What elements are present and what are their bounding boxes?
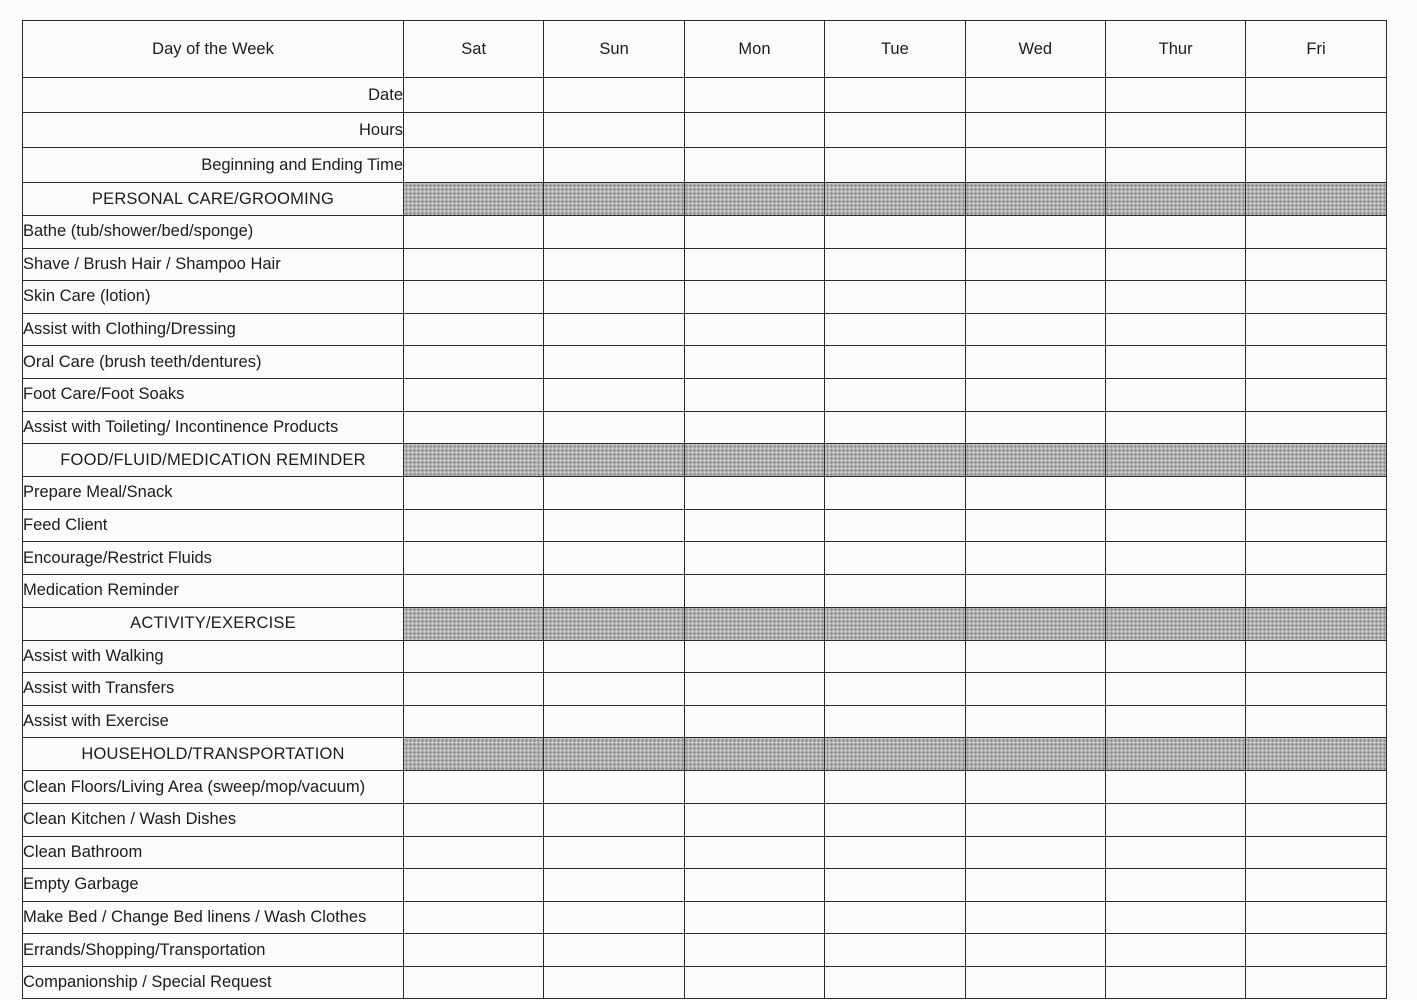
task-prepare-meal-snack-wed-cell[interactable] <box>965 477 1105 510</box>
meta-beginning-and-ending-time-wed-cell[interactable] <box>965 148 1105 183</box>
task-assist-with-walking-tue-cell[interactable] <box>825 640 965 673</box>
task-assist-with-toileting-in-wed-cell[interactable] <box>965 411 1105 444</box>
meta-label: Beginning and Ending Time <box>23 148 404 183</box>
task-oral-care-brush-teeth-de-sun-cell[interactable] <box>544 346 684 379</box>
meta-date-thur-cell[interactable] <box>1105 78 1245 113</box>
section-shade-sat <box>404 444 544 477</box>
task-assist-with-transfers-sat-cell[interactable] <box>404 673 544 706</box>
task-assist-with-transfers-tue-cell[interactable] <box>825 673 965 706</box>
task-assist-with-toileting-in-fri-cell[interactable] <box>1246 411 1386 444</box>
task-foot-care-foot-soaks-sun-cell[interactable] <box>544 378 684 411</box>
task-clean-floors-living-area-sat-cell[interactable] <box>404 771 544 804</box>
task-assist-with-clothing-dre-sat-cell[interactable] <box>404 313 544 346</box>
section-shade-sun <box>544 607 684 640</box>
task-medication-reminder-thur-cell[interactable] <box>1105 574 1245 607</box>
task-empty-garbage-tue-cell[interactable] <box>825 869 965 902</box>
task-companionship-special-re-sun-cell[interactable] <box>544 966 684 999</box>
section-shade-tue <box>825 607 965 640</box>
meta-beginning-and-ending-time-tue-cell[interactable] <box>825 148 965 183</box>
task-row <box>23 346 1387 379</box>
task-label: Make Bed / Change Bed linens / Wash Clothes <box>23 901 404 934</box>
meta-date-wed-cell[interactable] <box>965 78 1105 113</box>
task-encourage-restrict-fluid-sun-cell[interactable] <box>544 542 684 575</box>
section-shade-sun <box>544 183 684 216</box>
task-clean-kitchen-wash-dishe-fri-cell[interactable] <box>1246 803 1386 836</box>
task-label: Assist with Transfers <box>23 673 404 706</box>
section-title: FOOD/FLUID/MEDICATION REMINDER <box>23 444 404 477</box>
task-companionship-special-re-wed-cell[interactable] <box>965 966 1105 999</box>
task-companionship-special-re-mon-cell[interactable] <box>684 966 824 999</box>
section-shade-tue <box>825 444 965 477</box>
task-feed-client-sun-cell[interactable] <box>544 509 684 542</box>
section-shade-fri <box>1246 738 1386 771</box>
task-feed-client-mon-cell[interactable] <box>684 509 824 542</box>
task-label: Clean Floors/Living Area (sweep/mop/vacuum) <box>23 771 404 804</box>
task-foot-care-foot-soaks-fri-cell[interactable] <box>1246 378 1386 411</box>
task-shave-brush-hair-shampoo-sat-cell[interactable] <box>404 248 544 281</box>
section-title: ACTIVITY/EXERCISE <box>23 607 404 640</box>
task-foot-care-foot-soaks-tue-cell[interactable] <box>825 378 965 411</box>
task-companionship-special-re-tue-cell[interactable] <box>825 966 965 999</box>
task-skin-care-lotion-sun-cell[interactable] <box>544 281 684 314</box>
meta-hours-fri-cell[interactable] <box>1246 113 1386 148</box>
meta-row-beginning-and-ending-time <box>23 148 1387 183</box>
task-feed-client-sat-cell[interactable] <box>404 509 544 542</box>
task-row <box>23 640 1387 673</box>
task-errands-shopping-transpo-tue-cell[interactable] <box>825 934 965 967</box>
task-prepare-meal-snack-fri-cell[interactable] <box>1246 477 1386 510</box>
task-empty-garbage-sat-cell[interactable] <box>404 869 544 902</box>
meta-hours-sat-cell[interactable] <box>404 113 544 148</box>
task-skin-care-lotion-wed-cell[interactable] <box>965 281 1105 314</box>
task-row <box>23 771 1387 804</box>
task-clean-kitchen-wash-dishe-sun-cell[interactable] <box>544 803 684 836</box>
task-medication-reminder-sat-cell[interactable] <box>404 574 544 607</box>
task-assist-with-transfers-mon-cell[interactable] <box>684 673 824 706</box>
task-assist-with-walking-thur-cell[interactable] <box>1105 640 1245 673</box>
task-assist-with-toileting-in-sat-cell[interactable] <box>404 411 544 444</box>
task-foot-care-foot-soaks-wed-cell[interactable] <box>965 378 1105 411</box>
task-oral-care-brush-teeth-de-tue-cell[interactable] <box>825 346 965 379</box>
task-label: Encourage/Restrict Fluids <box>23 542 404 575</box>
section-shade-thur <box>1105 607 1245 640</box>
task-clean-kitchen-wash-dishe-sat-cell[interactable] <box>404 803 544 836</box>
day-header-mon: Mon <box>684 21 824 78</box>
task-skin-care-lotion-mon-cell[interactable] <box>684 281 824 314</box>
task-encourage-restrict-fluid-mon-cell[interactable] <box>684 542 824 575</box>
task-assist-with-clothing-dre-wed-cell[interactable] <box>965 313 1105 346</box>
section-title: HOUSEHOLD/TRANSPORTATION <box>23 738 404 771</box>
task-prepare-meal-snack-tue-cell[interactable] <box>825 477 965 510</box>
section-shade-mon <box>684 607 824 640</box>
section-shade-mon <box>684 183 824 216</box>
task-row <box>23 803 1387 836</box>
task-assist-with-exercise-tue-cell[interactable] <box>825 705 965 738</box>
task-errands-shopping-transpo-thur-cell[interactable] <box>1105 934 1245 967</box>
task-errands-shopping-transpo-sun-cell[interactable] <box>544 934 684 967</box>
section-shade-fri <box>1246 444 1386 477</box>
task-assist-with-exercise-sat-cell[interactable] <box>404 705 544 738</box>
task-clean-floors-living-area-wed-cell[interactable] <box>965 771 1105 804</box>
task-assist-with-exercise-mon-cell[interactable] <box>684 705 824 738</box>
task-prepare-meal-snack-thur-cell[interactable] <box>1105 477 1245 510</box>
meta-row-date <box>23 78 1387 113</box>
meta-beginning-and-ending-time-sun-cell[interactable] <box>544 148 684 183</box>
task-make-bed-change-bed-line-tue-cell[interactable] <box>825 901 965 934</box>
task-clean-bathroom-mon-cell[interactable] <box>684 836 824 869</box>
task-clean-kitchen-wash-dishe-tue-cell[interactable] <box>825 803 965 836</box>
task-empty-garbage-thur-cell[interactable] <box>1105 869 1245 902</box>
task-assist-with-walking-mon-cell[interactable] <box>684 640 824 673</box>
section-shade-wed <box>965 607 1105 640</box>
task-assist-with-transfers-thur-cell[interactable] <box>1105 673 1245 706</box>
task-prepare-meal-snack-sun-cell[interactable] <box>544 477 684 510</box>
task-shave-brush-hair-shampoo-sun-cell[interactable] <box>544 248 684 281</box>
task-empty-garbage-sun-cell[interactable] <box>544 869 684 902</box>
task-label: Foot Care/Foot Soaks <box>23 378 404 411</box>
task-foot-care-foot-soaks-thur-cell[interactable] <box>1105 378 1245 411</box>
task-medication-reminder-fri-cell[interactable] <box>1246 574 1386 607</box>
section-shade-wed <box>965 444 1105 477</box>
task-row <box>23 836 1387 869</box>
task-clean-floors-living-area-mon-cell[interactable] <box>684 771 824 804</box>
meta-hours-mon-cell[interactable] <box>684 113 824 148</box>
section-shade-sun <box>544 444 684 477</box>
task-row <box>23 966 1387 999</box>
section-shade-thur <box>1105 183 1245 216</box>
task-label: Assist with Exercise <box>23 705 404 738</box>
section-shade-mon <box>684 738 824 771</box>
task-bathe-tub-shower-bed-spo-tue-cell[interactable] <box>825 216 965 249</box>
task-clean-bathroom-fri-cell[interactable] <box>1246 836 1386 869</box>
task-empty-garbage-fri-cell[interactable] <box>1246 869 1386 902</box>
task-row <box>23 477 1387 510</box>
task-label: Clean Kitchen / Wash Dishes <box>23 803 404 836</box>
section-title: PERSONAL CARE/GROOMING <box>23 183 404 216</box>
task-label: Medication Reminder <box>23 574 404 607</box>
meta-beginning-and-ending-time-fri-cell[interactable] <box>1246 148 1386 183</box>
task-make-bed-change-bed-line-sat-cell[interactable] <box>404 901 544 934</box>
task-companionship-special-re-sat-cell[interactable] <box>404 966 544 999</box>
task-clean-floors-living-area-thur-cell[interactable] <box>1105 771 1245 804</box>
task-label: Errands/Shopping/Transportation <box>23 934 404 967</box>
task-bathe-tub-shower-bed-spo-wed-cell[interactable] <box>965 216 1105 249</box>
task-clean-bathroom-sat-cell[interactable] <box>404 836 544 869</box>
task-label: Assist with Clothing/Dressing <box>23 313 404 346</box>
task-clean-floors-living-area-fri-cell[interactable] <box>1246 771 1386 804</box>
meta-hours-thur-cell[interactable] <box>1105 113 1245 148</box>
task-errands-shopping-transpo-sat-cell[interactable] <box>404 934 544 967</box>
task-make-bed-change-bed-line-fri-cell[interactable] <box>1246 901 1386 934</box>
day-header-sun: Sun <box>544 21 684 78</box>
meta-label: Date <box>23 78 404 113</box>
section-shade-tue <box>825 738 965 771</box>
task-assist-with-clothing-dre-fri-cell[interactable] <box>1246 313 1386 346</box>
day-of-week-header: Day of the Week <box>23 21 404 78</box>
task-oral-care-brush-teeth-de-mon-cell[interactable] <box>684 346 824 379</box>
task-bathe-tub-shower-bed-spo-fri-cell[interactable] <box>1246 216 1386 249</box>
section-shade-sat <box>404 738 544 771</box>
task-assist-with-exercise-wed-cell[interactable] <box>965 705 1105 738</box>
meta-date-sun-cell[interactable] <box>544 78 684 113</box>
task-assist-with-transfers-fri-cell[interactable] <box>1246 673 1386 706</box>
task-label: Oral Care (brush teeth/dentures) <box>23 346 404 379</box>
task-bathe-tub-shower-bed-spo-sun-cell[interactable] <box>544 216 684 249</box>
task-label: Assist with Toileting/ Incontinence Products <box>23 411 404 444</box>
meta-date-fri-cell[interactable] <box>1246 78 1386 113</box>
day-header-sat: Sat <box>404 21 544 78</box>
task-empty-garbage-mon-cell[interactable] <box>684 869 824 902</box>
task-oral-care-brush-teeth-de-sat-cell[interactable] <box>404 346 544 379</box>
task-assist-with-transfers-sun-cell[interactable] <box>544 673 684 706</box>
section-shade-wed <box>965 738 1105 771</box>
task-companionship-special-re-fri-cell[interactable] <box>1246 966 1386 999</box>
task-clean-bathroom-wed-cell[interactable] <box>965 836 1105 869</box>
task-assist-with-walking-fri-cell[interactable] <box>1246 640 1386 673</box>
task-label: Skin Care (lotion) <box>23 281 404 314</box>
task-row <box>23 574 1387 607</box>
task-assist-with-walking-sat-cell[interactable] <box>404 640 544 673</box>
task-skin-care-lotion-sat-cell[interactable] <box>404 281 544 314</box>
task-encourage-restrict-fluid-fri-cell[interactable] <box>1246 542 1386 575</box>
task-row <box>23 673 1387 706</box>
header-row <box>23 21 1387 78</box>
meta-row-hours <box>23 113 1387 148</box>
section-header-activity-exercise <box>23 607 1387 640</box>
task-clean-bathroom-tue-cell[interactable] <box>825 836 965 869</box>
task-feed-client-wed-cell[interactable] <box>965 509 1105 542</box>
task-oral-care-brush-teeth-de-wed-cell[interactable] <box>965 346 1105 379</box>
section-shade-tue <box>825 183 965 216</box>
meta-hours-sun-cell[interactable] <box>544 113 684 148</box>
task-prepare-meal-snack-sat-cell[interactable] <box>404 477 544 510</box>
section-shade-fri <box>1246 607 1386 640</box>
task-clean-bathroom-sun-cell[interactable] <box>544 836 684 869</box>
task-skin-care-lotion-fri-cell[interactable] <box>1246 281 1386 314</box>
section-shade-fri <box>1246 183 1386 216</box>
meta-beginning-and-ending-time-sat-cell[interactable] <box>404 148 544 183</box>
meta-beginning-and-ending-time-mon-cell[interactable] <box>684 148 824 183</box>
meta-hours-wed-cell[interactable] <box>965 113 1105 148</box>
task-assist-with-toileting-in-tue-cell[interactable] <box>825 411 965 444</box>
task-errands-shopping-transpo-wed-cell[interactable] <box>965 934 1105 967</box>
task-row <box>23 901 1387 934</box>
task-encourage-restrict-fluid-tue-cell[interactable] <box>825 542 965 575</box>
task-assist-with-toileting-in-sun-cell[interactable] <box>544 411 684 444</box>
task-row <box>23 313 1387 346</box>
task-row <box>23 869 1387 902</box>
task-assist-with-clothing-dre-tue-cell[interactable] <box>825 313 965 346</box>
task-label: Shave / Brush Hair / Shampoo Hair <box>23 248 404 281</box>
task-label: Companionship / Special Request <box>23 966 404 999</box>
task-shave-brush-hair-shampoo-fri-cell[interactable] <box>1246 248 1386 281</box>
section-shade-sat <box>404 183 544 216</box>
task-label: Feed Client <box>23 509 404 542</box>
task-assist-with-toileting-in-mon-cell[interactable] <box>684 411 824 444</box>
section-shade-sat <box>404 607 544 640</box>
task-row <box>23 705 1387 738</box>
task-foot-care-foot-soaks-sat-cell[interactable] <box>404 378 544 411</box>
task-row <box>23 411 1387 444</box>
task-errands-shopping-transpo-fri-cell[interactable] <box>1246 934 1386 967</box>
task-assist-with-walking-sun-cell[interactable] <box>544 640 684 673</box>
task-clean-kitchen-wash-dishe-wed-cell[interactable] <box>965 803 1105 836</box>
task-encourage-restrict-fluid-wed-cell[interactable] <box>965 542 1105 575</box>
task-clean-kitchen-wash-dishe-mon-cell[interactable] <box>684 803 824 836</box>
task-row <box>23 378 1387 411</box>
task-assist-with-exercise-thur-cell[interactable] <box>1105 705 1245 738</box>
task-row <box>23 934 1387 967</box>
task-skin-care-lotion-thur-cell[interactable] <box>1105 281 1245 314</box>
task-assist-with-clothing-dre-thur-cell[interactable] <box>1105 313 1245 346</box>
task-empty-garbage-wed-cell[interactable] <box>965 869 1105 902</box>
section-shade-thur <box>1105 738 1245 771</box>
task-medication-reminder-tue-cell[interactable] <box>825 574 965 607</box>
task-shave-brush-hair-shampoo-mon-cell[interactable] <box>684 248 824 281</box>
task-medication-reminder-sun-cell[interactable] <box>544 574 684 607</box>
meta-beginning-and-ending-time-thur-cell[interactable] <box>1105 148 1245 183</box>
task-row <box>23 248 1387 281</box>
task-shave-brush-hair-shampoo-thur-cell[interactable] <box>1105 248 1245 281</box>
task-bathe-tub-shower-bed-spo-mon-cell[interactable] <box>684 216 824 249</box>
section-shade-wed <box>965 183 1105 216</box>
task-errands-shopping-transpo-mon-cell[interactable] <box>684 934 824 967</box>
task-make-bed-change-bed-line-mon-cell[interactable] <box>684 901 824 934</box>
section-shade-thur <box>1105 444 1245 477</box>
task-assist-with-clothing-dre-mon-cell[interactable] <box>684 313 824 346</box>
meta-date-mon-cell[interactable] <box>684 78 824 113</box>
meta-hours-tue-cell[interactable] <box>825 113 965 148</box>
section-header-personal-care-grooming <box>23 183 1387 216</box>
task-encourage-restrict-fluid-sat-cell[interactable] <box>404 542 544 575</box>
task-companionship-special-re-thur-cell[interactable] <box>1105 966 1245 999</box>
section-header-household-transportation <box>23 738 1387 771</box>
task-label: Assist with Walking <box>23 640 404 673</box>
meta-date-sat-cell[interactable] <box>404 78 544 113</box>
task-make-bed-change-bed-line-wed-cell[interactable] <box>965 901 1105 934</box>
task-assist-with-toileting-in-thur-cell[interactable] <box>1105 411 1245 444</box>
section-header-food-fluid-medication-reminder <box>23 444 1387 477</box>
task-assist-with-walking-wed-cell[interactable] <box>965 640 1105 673</box>
task-bathe-tub-shower-bed-spo-sat-cell[interactable] <box>404 216 544 249</box>
task-assist-with-clothing-dre-sun-cell[interactable] <box>544 313 684 346</box>
task-prepare-meal-snack-mon-cell[interactable] <box>684 477 824 510</box>
task-clean-bathroom-thur-cell[interactable] <box>1105 836 1245 869</box>
task-row <box>23 281 1387 314</box>
task-row <box>23 542 1387 575</box>
task-label: Empty Garbage <box>23 869 404 902</box>
task-shave-brush-hair-shampoo-tue-cell[interactable] <box>825 248 965 281</box>
task-shave-brush-hair-shampoo-wed-cell[interactable] <box>965 248 1105 281</box>
task-row <box>23 509 1387 542</box>
day-header-tue: Tue <box>825 21 965 78</box>
task-feed-client-fri-cell[interactable] <box>1246 509 1386 542</box>
day-header-wed: Wed <box>965 21 1105 78</box>
day-header-thur: Thur <box>1105 21 1245 78</box>
meta-label: Hours <box>23 113 404 148</box>
task-row <box>23 216 1387 249</box>
task-skin-care-lotion-tue-cell[interactable] <box>825 281 965 314</box>
task-label: Bathe (tub/shower/bed/sponge) <box>23 216 404 249</box>
task-assist-with-exercise-sun-cell[interactable] <box>544 705 684 738</box>
task-oral-care-brush-teeth-de-thur-cell[interactable] <box>1105 346 1245 379</box>
task-encourage-restrict-fluid-thur-cell[interactable] <box>1105 542 1245 575</box>
task-bathe-tub-shower-bed-spo-thur-cell[interactable] <box>1105 216 1245 249</box>
task-foot-care-foot-soaks-mon-cell[interactable] <box>684 378 824 411</box>
task-assist-with-transfers-wed-cell[interactable] <box>965 673 1105 706</box>
section-shade-sun <box>544 738 684 771</box>
task-oral-care-brush-teeth-de-fri-cell[interactable] <box>1246 346 1386 379</box>
task-make-bed-change-bed-line-thur-cell[interactable] <box>1105 901 1245 934</box>
task-clean-kitchen-wash-dishe-thur-cell[interactable] <box>1105 803 1245 836</box>
task-clean-floors-living-area-tue-cell[interactable] <box>825 771 965 804</box>
task-label: Prepare Meal/Snack <box>23 477 404 510</box>
care-log-table <box>22 20 1387 999</box>
day-header-fri: Fri <box>1246 21 1386 78</box>
task-feed-client-thur-cell[interactable] <box>1105 509 1245 542</box>
task-label: Clean Bathroom <box>23 836 404 869</box>
task-clean-floors-living-area-sun-cell[interactable] <box>544 771 684 804</box>
task-medication-reminder-wed-cell[interactable] <box>965 574 1105 607</box>
section-shade-mon <box>684 444 824 477</box>
task-make-bed-change-bed-line-sun-cell[interactable] <box>544 901 684 934</box>
task-medication-reminder-mon-cell[interactable] <box>684 574 824 607</box>
task-feed-client-tue-cell[interactable] <box>825 509 965 542</box>
task-assist-with-exercise-fri-cell[interactable] <box>1246 705 1386 738</box>
meta-date-tue-cell[interactable] <box>825 78 965 113</box>
